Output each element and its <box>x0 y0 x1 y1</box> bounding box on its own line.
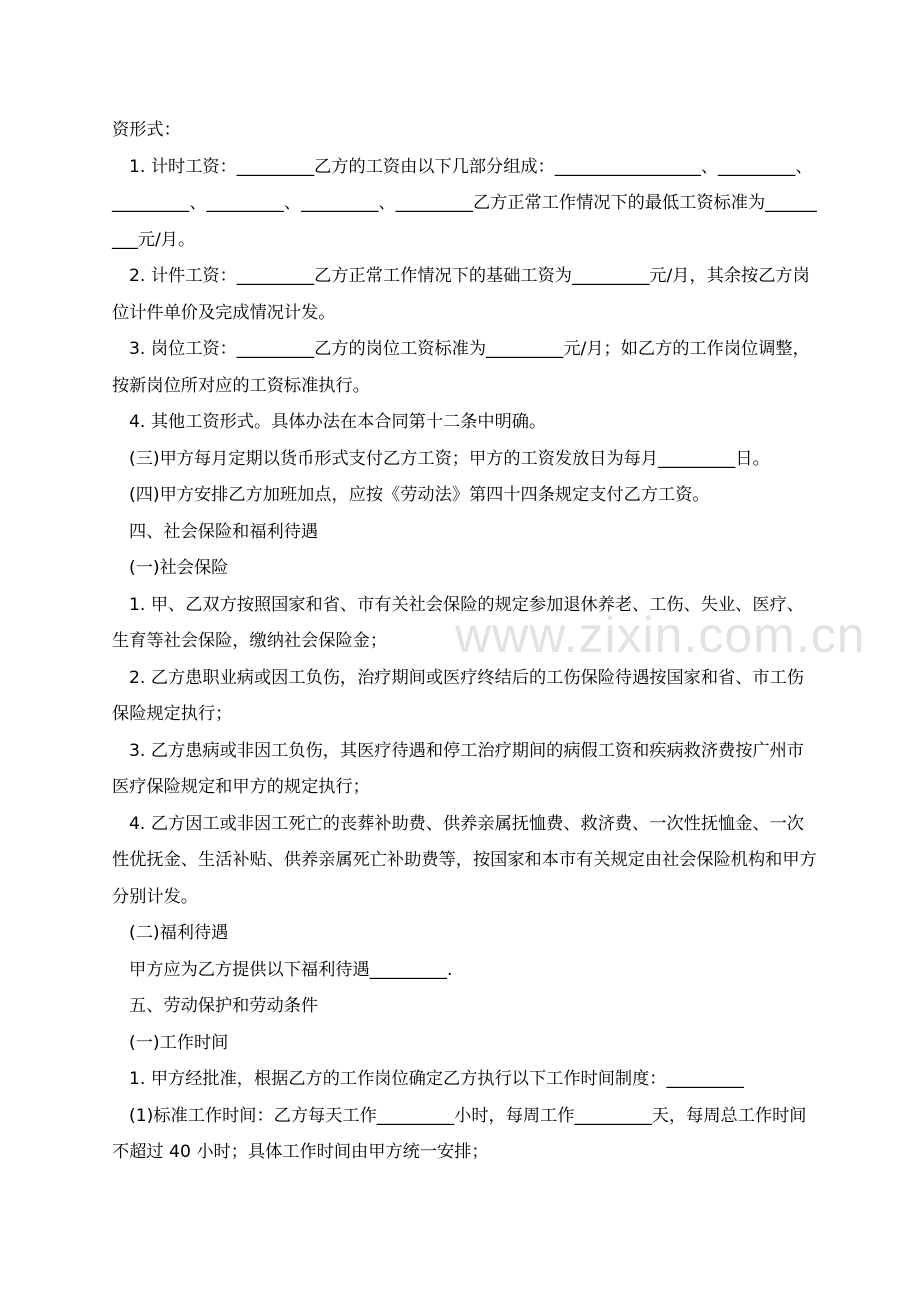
paragraph-13: 4. 乙方因工或非因工死亡的丧葬补助费、供养亲属抚恤费、救济费、一次性抚恤金、一次性优抚金、生活补贴、供养亲属死亡补助费等，按国家和本市有关规定由社会保险机构和甲方分别计发。 <box>112 813 817 907</box>
paragraph-6: (三)甲方每月定期以货币形式支付乙方工资；甲方的工资发放日为每月_________日。 <box>129 448 770 469</box>
paragraph-10: 1. 甲、乙双方按照国家和省、市有关社会保险的规定参加退休养老、工伤、失业、医疗、生育等社会保险，缴纳社会保险金； <box>112 594 804 651</box>
paragraph-1: 资形式： <box>112 120 181 140</box>
section-heading-5: 五、劳动保护和劳动条件 <box>129 996 319 1016</box>
subheading-social-insurance: (一)社会保险 <box>129 558 229 578</box>
paragraph-11: 2. 乙方患职业病或因工负伤，治疗期间或医疗终结后的工伤保险待遇按国家和省、市工伤保险规定执行； <box>112 667 804 724</box>
paragraph-15: 甲方应为乙方提供以下福利待遇_________. <box>129 959 453 980</box>
watermark: www.zixin.com.cn <box>455 607 866 663</box>
paragraph-7: (四)甲方安排乙方加班加点，应按《劳动法》第四十四条规定支付乙方工资。 <box>129 485 710 505</box>
paragraph-5: 4. 其他工资形式。具体办法在本合同第十二条中明确。 <box>129 412 547 432</box>
paragraph-18: 1. 甲方经批准，根据乙方的工作岗位确定乙方执行以下工作时间制度：_________ <box>129 1069 744 1089</box>
section-heading-4: 四、社会保险和福利待遇 <box>129 521 319 542</box>
paragraph-2: 1. 计时工资：_________乙方的工资由以下几部分组成：_________________、_________、_________、_________、_________、_________乙方正常工作情况下的最低工资标准为_________元/月。 <box>112 156 817 250</box>
paragraph-12: 3. 乙方患病或非因工负伤，其医疗待遇和停工治疗期间的病假工资和疾病救济费按广州市医疗保险规定和甲方的规定执行； <box>112 740 804 797</box>
subheading-welfare: (二)福利待遇 <box>129 923 229 943</box>
paragraph-3: 2. 计件工资：_________乙方正常工作情况下的基础工资为_________元/月，其余按乙方岗位计件单价及完成情况计发。 <box>112 266 810 323</box>
paragraph-4: 3. 岗位工资：_________乙方的岗位工资标准为_________元/月；如乙方的工作岗位调整，按新岗位所对应的工资标准执行。 <box>112 339 810 396</box>
paragraph-19: (1)标准工作时间：乙方每天工作_________小时，每周工作_________天，每周总工作时间不超过 40 小时；具体工作时间由甲方统一安排； <box>112 1105 807 1162</box>
document-body <box>112 112 820 1171</box>
subheading-working-hours: (一)工作时间 <box>129 1032 229 1053</box>
